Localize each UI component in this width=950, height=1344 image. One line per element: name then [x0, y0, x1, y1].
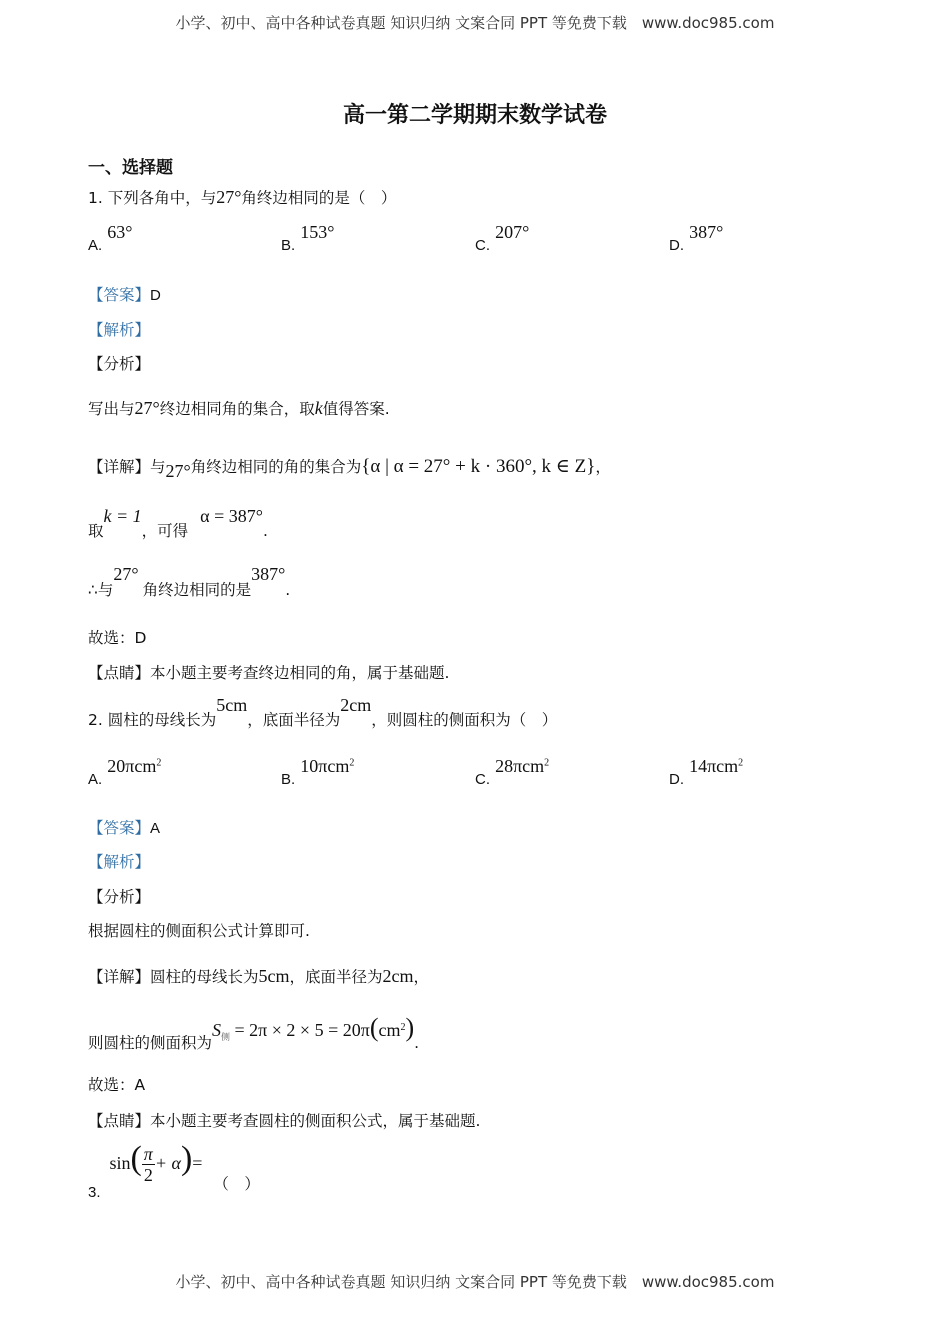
- q2-detail: 【详解】圆柱的母线长为5cm，底面半径为2cm，: [88, 966, 430, 986]
- q3-fraction: $\frac{\pi}{2}$: [143, 1144, 153, 1185]
- page-footer: 小学、初中、高中各种试卷真题 知识归纳 文案合同 PPT 等免费下载 www.doc985.com: [175, 1273, 775, 1291]
- q1-option-d: D. 387°: [669, 222, 724, 254]
- q1-stem: 1. 下列各角中，与27°角终边相同的是（ ）: [88, 187, 397, 207]
- q2-option-b: B. 10πcm$^2$: [281, 756, 355, 788]
- q2-option-d: D. 14πcm$^2$: [669, 756, 744, 788]
- q1-option-a: A. 63°: [88, 222, 133, 254]
- q2-stem: 2. 圆柱的母线长为5cm，底面半径为2cm，则圆柱的侧面积为（ ）: [88, 695, 558, 729]
- q1-therefore: ∴与27°角终边相同的是387°.: [88, 564, 291, 599]
- page-header: 小学、初中、高中各种试卷真题 知识归纳 文案合同 PPT 等免费下载 www.doc985.com: [175, 14, 775, 32]
- q1-fenxi: 写出与27°终边相同角的集合，取k值得答案.: [88, 398, 390, 418]
- q2-option-c: C. 28πcm$^2$: [475, 756, 550, 788]
- q1-dianjing: 【点睛】本小题主要考查终边相同的角，属于基础题.: [88, 664, 450, 682]
- q1-take: 取k = 1，可得α = 387°.: [88, 506, 268, 540]
- q2-jiexi-tag: 【解析】: [88, 853, 151, 871]
- q1-jiexi-tag: 【解析】: [88, 321, 151, 339]
- q2-formula: 则圆柱的侧面积为$S_侧 = 2\pi \times 2 \times 5 = 20\pi(cm^2)$.: [88, 1013, 420, 1052]
- q1-option-c: C. 207°: [475, 222, 530, 254]
- page-title: 高一第二学期期末数学试卷: [342, 103, 607, 128]
- q2-fenxi: 根据圆柱的侧面积公式计算即可.: [88, 922, 310, 940]
- q3-stem: 3. sin( $\frac{\pi}{2}$ + α)= （ ）: [88, 1140, 260, 1201]
- q2-dianjing: 【点睛】本小题主要考查圆柱的侧面积公式，属于基础题.: [88, 1112, 481, 1130]
- q2-fenxi-tag: 【分析】: [88, 888, 151, 906]
- q1-option-b: B. 153°: [281, 222, 335, 254]
- section-heading: 一、选择题: [88, 158, 173, 178]
- q2-choose: 故选：A: [88, 1076, 146, 1094]
- q1-fenxi-tag: 【分析】: [88, 355, 151, 373]
- q2-option-a: A. 20πcm$^2$: [88, 756, 162, 788]
- q1-detail: 【详解】与27°角终边相同的角的集合为{α | α = 27° + k · 360°, k ∈ Z}，: [88, 456, 611, 481]
- q1-choose: 故选：D: [88, 629, 147, 647]
- q2-answer: 【答案】A: [88, 819, 161, 837]
- q1-answer: 【答案】D: [88, 286, 161, 304]
